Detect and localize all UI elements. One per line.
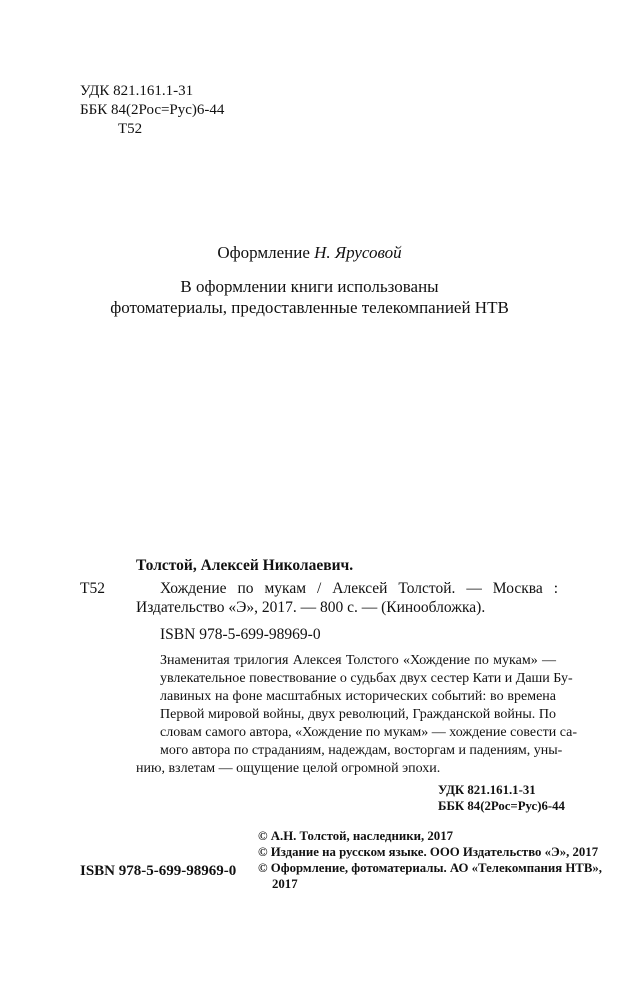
design-credit-prefix: Оформление — [217, 243, 315, 262]
bottom-isbn: ISBN 978-5-699-98969-0 — [80, 863, 237, 879]
photo-credit-line-2: фотоматериалы, предоставленные телекомпанией НТВ — [110, 298, 509, 317]
annotation-line: нию, взлетам — ощущение целой огромной эпохи. — [136, 761, 441, 776]
annotation-line: лавиных на фоне масштабных исторических событий: во времена — [160, 689, 556, 704]
catalog-author-mark: Т52 — [80, 580, 105, 597]
catalog-author: Толстой, Алексей Николаевич. — [136, 557, 354, 574]
annotation-line: словам самого автора, «Хождение по мукам» — хождение совести са- — [160, 725, 577, 740]
bbk-code: ББК 84(2Рос=Рус)6-44 — [80, 102, 225, 118]
catalog-title-line-2: Издательство «Э», 2017. — 800 с. — (Кинообложка). — [136, 599, 486, 616]
copyright-line: © Оформление, фотоматериалы. АО «Телекомпания НТВ», — [258, 861, 602, 875]
annotation-line: Первой мировой войны, двух революций, Гражданской войны. По — [160, 707, 556, 722]
copyright-line: 2017 — [272, 877, 298, 891]
catalog-isbn: ISBN 978-5-699-98969-0 — [160, 626, 321, 643]
catalog-bbk: ББК 84(2Рос=Рус)6-44 — [438, 799, 565, 813]
annotation-line: мого автора по страданиям, надеждам, восторгам и падениям, уны- — [160, 743, 563, 758]
udk-code: УДК 821.161.1-31 — [80, 83, 194, 99]
catalog-title-line-1: Хождение по мукам / Алексей Толстой. — Москва : — [160, 580, 558, 597]
annotation-line: увлекательное повествование о судьбах двух сестер Кати и Даши Бу- — [160, 671, 573, 686]
annotation-line: Знаменитая трилогия Алексея Толстого «Хождение по мукам» — — [160, 653, 556, 668]
photo-credit-line-1: В оформлении книги использованы — [180, 277, 439, 296]
catalog-udk: УДК 821.161.1-31 — [438, 783, 536, 797]
copyright-line: © А.Н. Толстой, наследники, 2017 — [258, 829, 453, 843]
copyright-line: © Издание на русском языке. ООО Издательство «Э», 2017 — [258, 845, 599, 859]
designer-name: Н. Ярусовой — [314, 243, 402, 262]
author-mark: Т52 — [118, 121, 143, 137]
design-credit — [0, 242, 619, 263]
